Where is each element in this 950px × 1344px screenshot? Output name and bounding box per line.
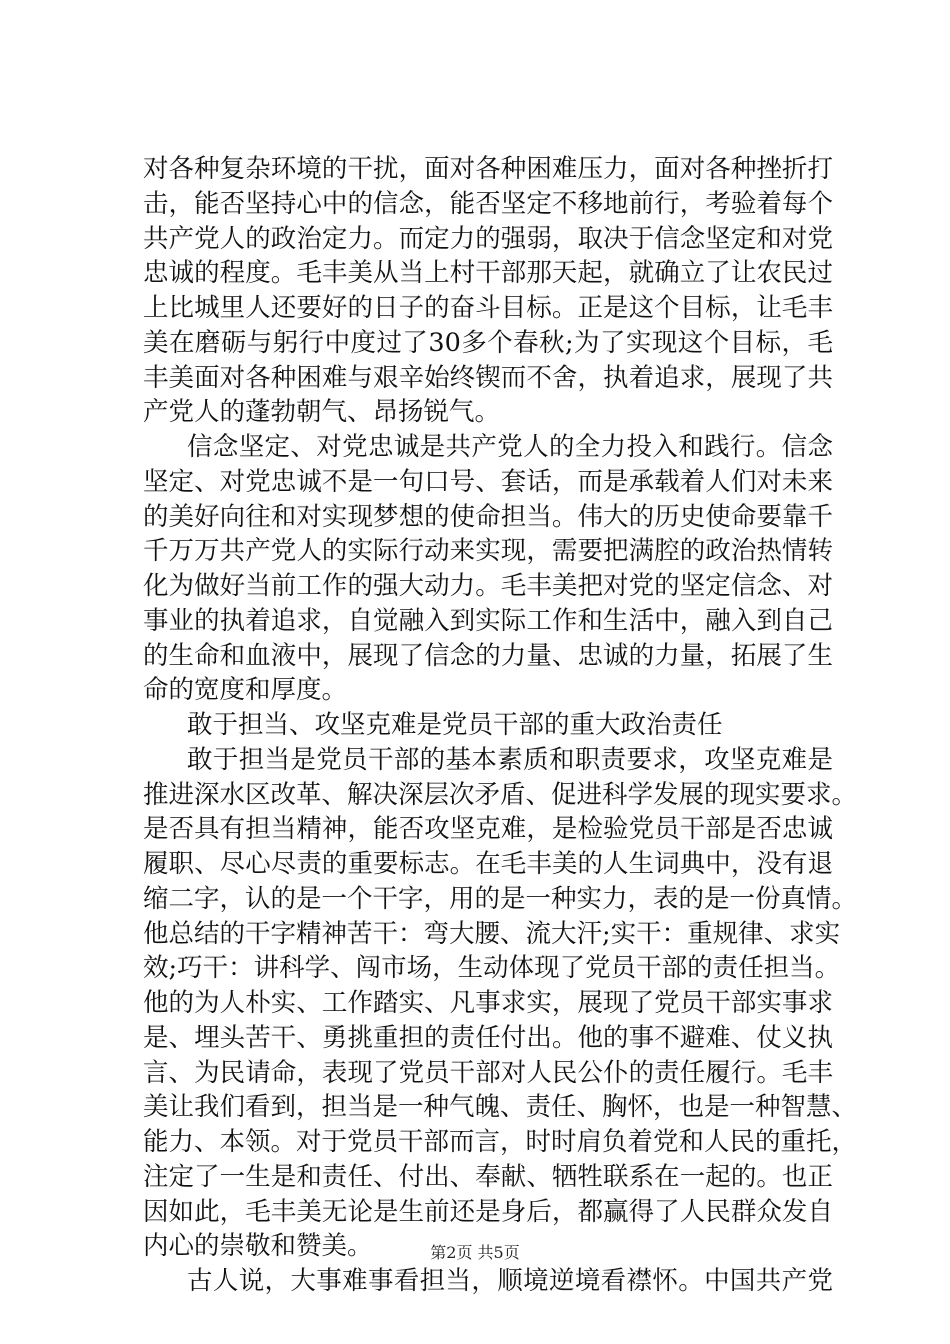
text-line: 击，能否坚持心中的信念，能否坚定不移地前行，考验着每个	[143, 188, 833, 219]
text-line: 是否具有担当精神，能否攻坚克难，是检验党员干部是否忠诚	[143, 814, 833, 845]
text-line: 产党人的蓬勃朝气、昂扬锐气。	[143, 397, 501, 428]
body-text	[143, 152, 858, 1299]
text-line: 他总结的干字精神苦干：弯大腰、流大汗;实干：重规律、求实	[143, 918, 841, 949]
text-line: 信念坚定、对党忠诚是共产党人的全力投入和践行。信念	[187, 432, 833, 462]
text-line: 效;巧干：讲科学、闯市场，生动体现了党员干部的责任担当。	[143, 953, 841, 984]
text-line: 的生命和血液中，展现了信念的力量、忠诚的力量，拓展了生	[143, 640, 833, 671]
text-line: 千万万共产党人的实际行动来实现，需要把满腔的政治热情转	[143, 536, 833, 567]
text-line: 坚定、对党忠诚不是一句口号、套话，而是承载着人们对未来	[143, 466, 833, 497]
text-line: 上比城里人还要好的日子的奋斗目标。正是这个目标，让毛丰	[143, 293, 833, 323]
text-line: 的美好向往和对实现梦想的使命担当。伟大的历史使命要靠千	[143, 501, 833, 532]
text-line: 能力、本领。对于党员干部而言，时时肩负着党和人民的重托，	[143, 1127, 858, 1157]
text-line: 他的为人朴实、工作踏实、凡事求实，展现了党员干部实事求	[143, 988, 833, 1018]
text-line: 化为做好当前工作的强大动力。毛丰美把对党的坚定信念、对	[143, 571, 833, 601]
text-line: 因如此，毛丰美无论是生前还是身后，都赢得了人民群众发自	[143, 1196, 833, 1227]
text-line: 缩二字，认的是一个干字，用的是一种实力，表的是一份真情。	[143, 883, 858, 914]
text-line: 命的宽度和厚度。	[143, 675, 348, 706]
section-heading: 敢于担当、攻坚克难是党员干部的重大政治责任	[187, 710, 723, 740]
text-line: 敢于担当是党员干部的基本素质和职责要求，攻坚克难是	[187, 744, 833, 775]
text-line: 对各种复杂环境的干扰，面对各种困难压力，面对各种挫折打	[143, 154, 833, 184]
text-line: 推进深水区改革、解决深层次矛盾、促进科学发展的现实要求。	[143, 779, 858, 810]
text-line: 古人说，大事难事看担当，顺境逆境看襟怀。中国共产党	[187, 1266, 833, 1296]
text-line: 言、为民请命，表现了党员干部对人民公仆的责任履行。毛丰	[143, 1057, 833, 1088]
text-line: 注定了一生是和责任、付出、奉献、牺牲联系在一起的。也正	[143, 1161, 833, 1192]
text-line: 事业的执着追求，自觉融入到实际工作和生活中，融入到自己	[143, 605, 833, 636]
text-line: 是、埋头苦干、勇挑重担的责任付出。他的事不避难、仗义执	[143, 1022, 833, 1053]
text-line: 美让我们看到，担当是一种气魄、责任、胸怀，也是一种智慧、	[143, 1092, 858, 1123]
text-line: 丰美面对各种困难与艰辛始终锲而不舍，执着追求，展现了共	[143, 362, 833, 393]
text-line: 内心的崇敬和赞美。	[143, 1231, 373, 1262]
text-line: 共产党人的政治定力。而定力的强弱，取决于信念坚定和对党	[143, 223, 833, 254]
page-number-footer: 第2页 共5页	[430, 1243, 520, 1262]
text-line: 忠诚的程度。毛丰美从当上村干部那天起，就确立了让农民过	[143, 258, 833, 289]
text-line: 美在磨砺与躬行中度过了30多个春秋;为了实现这个目标，毛	[143, 327, 833, 358]
text-line: 履职、尽心尽责的重要标志。在毛丰美的人生词典中，没有退	[143, 849, 833, 879]
